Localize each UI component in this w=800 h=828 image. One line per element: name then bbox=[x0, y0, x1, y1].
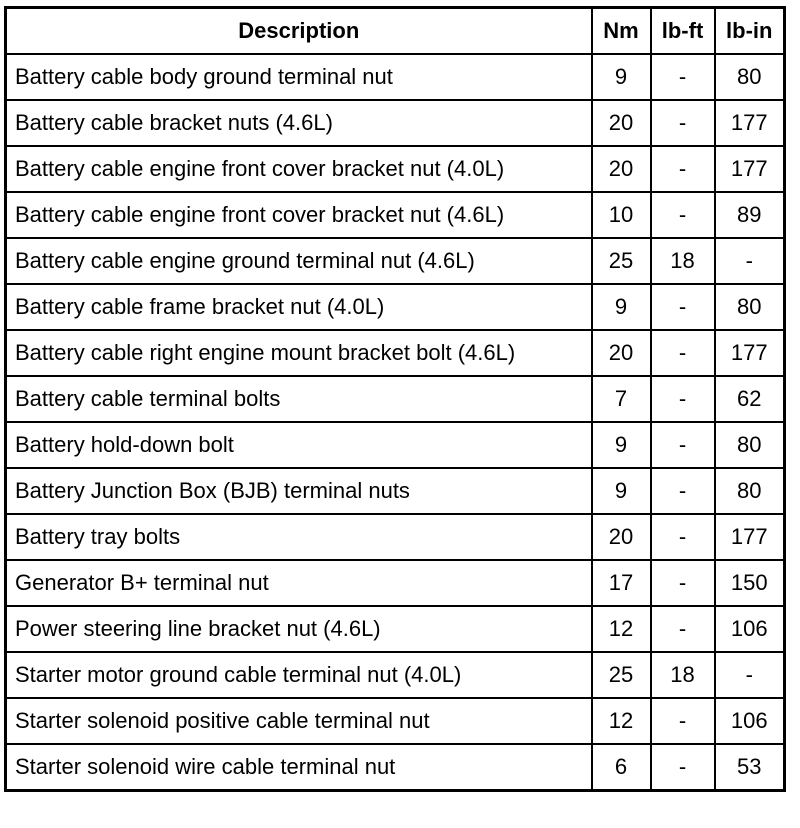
cell-nm: 20 bbox=[592, 330, 651, 376]
cell-lb-in: - bbox=[715, 238, 785, 284]
cell-description: Starter solenoid wire cable terminal nut bbox=[6, 744, 592, 791]
cell-lb-in: 89 bbox=[715, 192, 785, 238]
cell-lb-in: 80 bbox=[715, 284, 785, 330]
table-row bbox=[6, 422, 785, 468]
cell-lb-ft: - bbox=[651, 284, 715, 330]
cell-lb-ft: - bbox=[651, 54, 715, 100]
cell-nm: 20 bbox=[592, 146, 651, 192]
cell-description: Battery cable engine front cover bracket nut (4.0L) bbox=[6, 146, 592, 192]
cell-nm: 17 bbox=[592, 560, 651, 606]
cell-nm: 7 bbox=[592, 376, 651, 422]
cell-lb-ft: - bbox=[651, 146, 715, 192]
cell-lb-ft: 18 bbox=[651, 652, 715, 698]
table-row bbox=[6, 744, 785, 791]
cell-lb-ft: - bbox=[651, 698, 715, 744]
table-row bbox=[6, 100, 785, 146]
cell-lb-ft: - bbox=[651, 606, 715, 652]
cell-lb-in: 106 bbox=[715, 606, 785, 652]
table-row bbox=[6, 698, 785, 744]
table-row bbox=[6, 606, 785, 652]
cell-nm: 20 bbox=[592, 514, 651, 560]
table-row bbox=[6, 468, 785, 514]
table-body bbox=[6, 54, 785, 791]
cell-lb-ft: - bbox=[651, 192, 715, 238]
cell-nm: 25 bbox=[592, 652, 651, 698]
cell-description: Generator B+ terminal nut bbox=[6, 560, 592, 606]
cell-description: Battery Junction Box (BJB) terminal nuts bbox=[6, 468, 592, 514]
header-description: Description bbox=[6, 8, 592, 55]
cell-lb-ft: - bbox=[651, 376, 715, 422]
table-row bbox=[6, 284, 785, 330]
cell-description: Battery cable frame bracket nut (4.0L) bbox=[6, 284, 592, 330]
table-row bbox=[6, 146, 785, 192]
table-row bbox=[6, 376, 785, 422]
cell-lb-ft: - bbox=[651, 744, 715, 791]
cell-lb-ft: - bbox=[651, 514, 715, 560]
cell-lb-in: 150 bbox=[715, 560, 785, 606]
cell-lb-in: - bbox=[715, 652, 785, 698]
cell-lb-in: 80 bbox=[715, 422, 785, 468]
cell-lb-in: 177 bbox=[715, 330, 785, 376]
table-row bbox=[6, 54, 785, 100]
cell-description: Battery cable engine front cover bracket nut (4.6L) bbox=[6, 192, 592, 238]
cell-lb-in: 53 bbox=[715, 744, 785, 791]
table-row bbox=[6, 238, 785, 284]
cell-nm: 9 bbox=[592, 284, 651, 330]
cell-description: Battery cable terminal bolts bbox=[6, 376, 592, 422]
table-row bbox=[6, 652, 785, 698]
cell-nm: 10 bbox=[592, 192, 651, 238]
cell-lb-ft: 18 bbox=[651, 238, 715, 284]
table-header-row bbox=[6, 8, 785, 55]
cell-description: Battery hold-down bolt bbox=[6, 422, 592, 468]
cell-lb-in: 177 bbox=[715, 146, 785, 192]
table-row bbox=[6, 560, 785, 606]
cell-nm: 12 bbox=[592, 606, 651, 652]
cell-description: Starter motor ground cable terminal nut (4.0L) bbox=[6, 652, 592, 698]
cell-nm: 12 bbox=[592, 698, 651, 744]
cell-nm: 9 bbox=[592, 422, 651, 468]
cell-lb-in: 80 bbox=[715, 468, 785, 514]
cell-nm: 9 bbox=[592, 468, 651, 514]
header-nm: Nm bbox=[592, 8, 651, 55]
cell-lb-in: 177 bbox=[715, 514, 785, 560]
cell-lb-in: 106 bbox=[715, 698, 785, 744]
cell-lb-in: 62 bbox=[715, 376, 785, 422]
cell-lb-ft: - bbox=[651, 468, 715, 514]
cell-description: Battery tray bolts bbox=[6, 514, 592, 560]
header-lb-ft: lb-ft bbox=[651, 8, 715, 55]
cell-nm: 9 bbox=[592, 54, 651, 100]
header-lb-in: lb-in bbox=[715, 8, 785, 55]
torque-spec-table bbox=[4, 6, 786, 792]
cell-lb-ft: - bbox=[651, 422, 715, 468]
cell-lb-ft: - bbox=[651, 560, 715, 606]
cell-description: Starter solenoid positive cable terminal nut bbox=[6, 698, 592, 744]
cell-description: Battery cable right engine mount bracket bolt (4.6L) bbox=[6, 330, 592, 376]
table-row bbox=[6, 514, 785, 560]
cell-description: Battery cable bracket nuts (4.6L) bbox=[6, 100, 592, 146]
cell-description: Power steering line bracket nut (4.6L) bbox=[6, 606, 592, 652]
cell-lb-ft: - bbox=[651, 330, 715, 376]
cell-nm: 6 bbox=[592, 744, 651, 791]
cell-nm: 25 bbox=[592, 238, 651, 284]
cell-lb-in: 177 bbox=[715, 100, 785, 146]
cell-lb-ft: - bbox=[651, 100, 715, 146]
cell-description: Battery cable body ground terminal nut bbox=[6, 54, 592, 100]
cell-nm: 20 bbox=[592, 100, 651, 146]
cell-description: Battery cable engine ground terminal nut (4.6L) bbox=[6, 238, 592, 284]
cell-lb-in: 80 bbox=[715, 54, 785, 100]
table-row bbox=[6, 192, 785, 238]
table-row bbox=[6, 330, 785, 376]
